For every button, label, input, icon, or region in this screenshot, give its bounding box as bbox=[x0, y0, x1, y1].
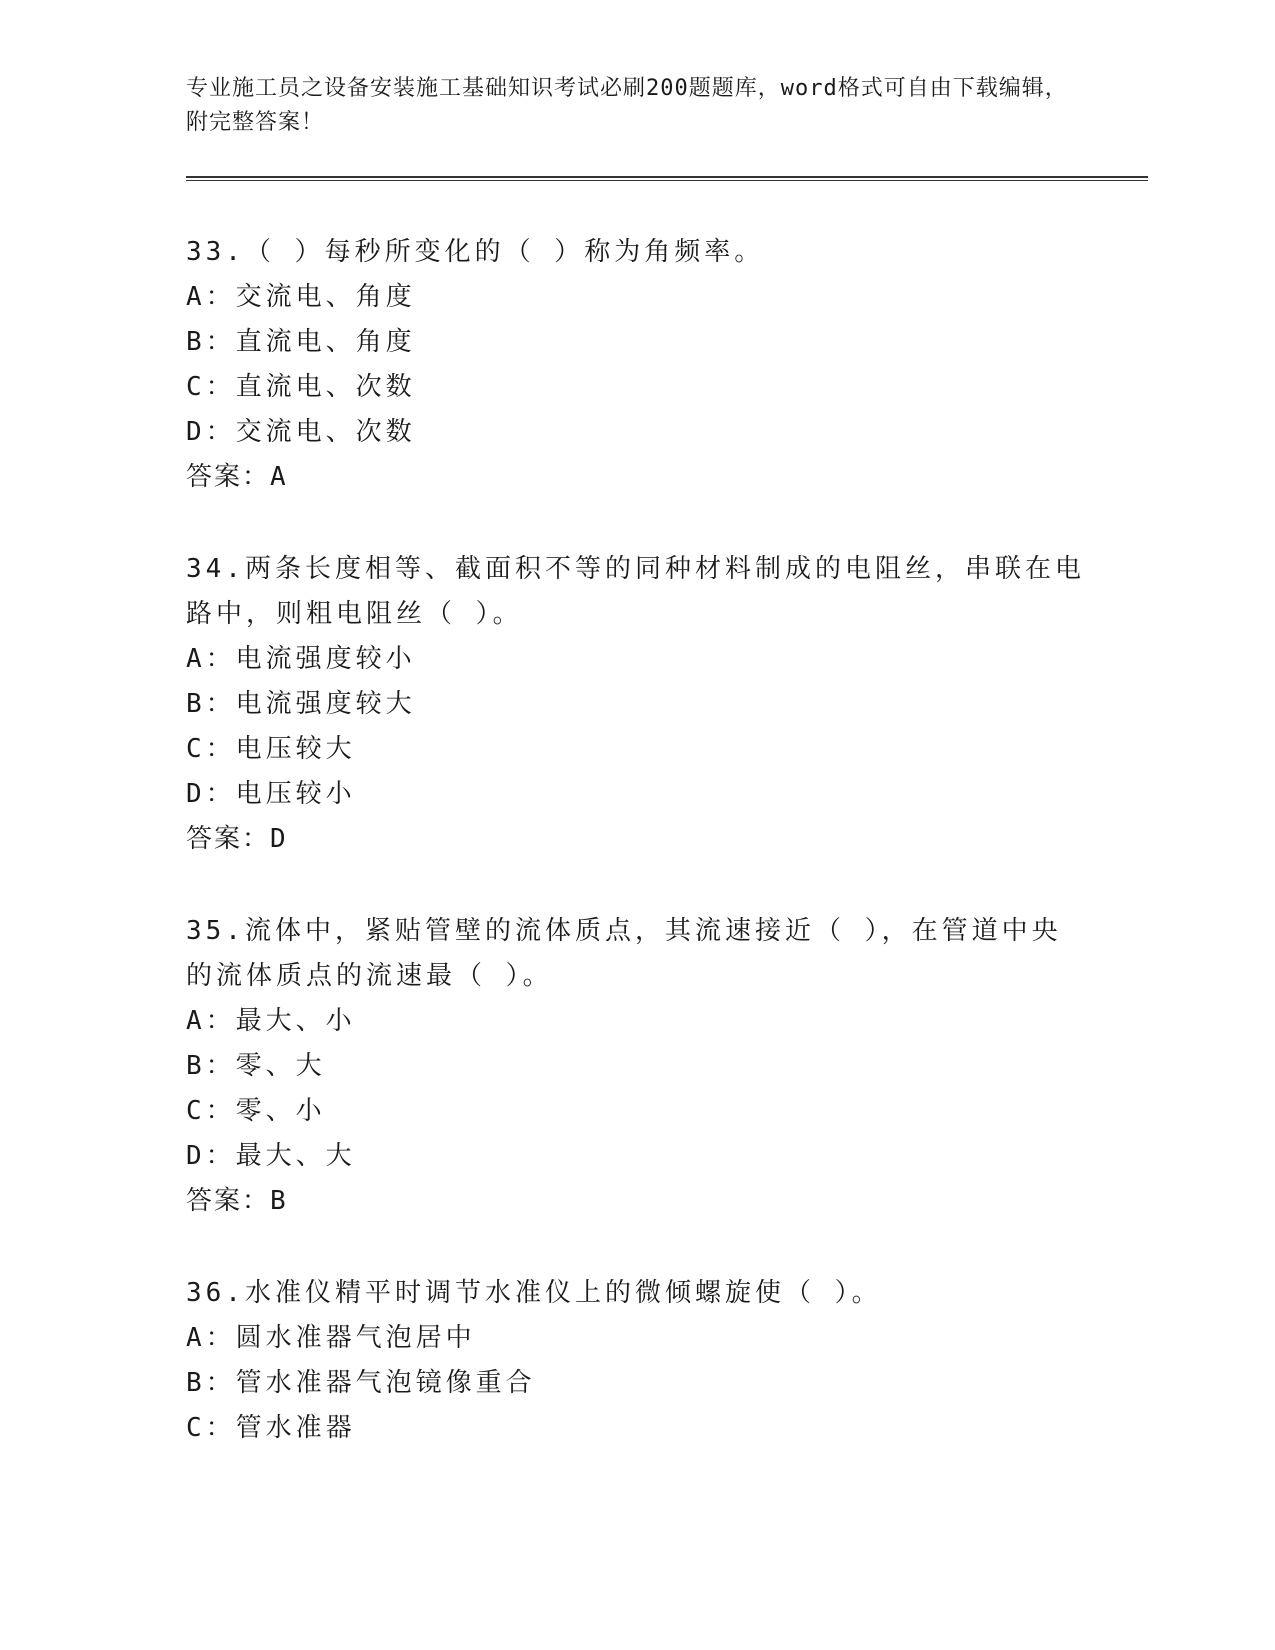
question-stem: 36.水准仪精平时调节水准仪上的微倾螺旋使（ ）。 bbox=[186, 1278, 882, 1308]
header-divider bbox=[186, 176, 1148, 181]
question-35 bbox=[186, 909, 1086, 1224]
option-c: C：零、小 bbox=[186, 1096, 326, 1126]
option-c: C：直流电、次数 bbox=[186, 372, 416, 402]
question-stem: 34.两条长度相等、截面积不等的同种材料制成的电阻丝，串联在电路中，则粗电阻丝（ ）。 bbox=[186, 554, 1085, 629]
option-b: B：零、大 bbox=[186, 1051, 326, 1081]
answer: 答案：B bbox=[186, 1186, 288, 1216]
option-b: B：管水准器气泡镜像重合 bbox=[186, 1368, 536, 1398]
question-33 bbox=[186, 230, 1086, 500]
question-stem: 33.（ ）每秒所变化的（ ）称为角频率。 bbox=[186, 237, 765, 267]
option-a: A：交流电、角度 bbox=[186, 282, 416, 312]
option-d: D：电压较小 bbox=[186, 779, 356, 809]
option-d: D：交流电、次数 bbox=[186, 417, 416, 447]
question-stem: 35.流体中，紧贴管壁的流体质点，其流速接近（ ），在管道中央的流体质点的流速最（ ）。 bbox=[186, 916, 1062, 991]
option-c: C：管水准器 bbox=[186, 1413, 356, 1443]
answer: 答案：D bbox=[186, 824, 288, 854]
option-a: A：圆水准器气泡居中 bbox=[186, 1323, 476, 1353]
option-b: B：直流电、角度 bbox=[186, 327, 416, 357]
option-b: B：电流强度较大 bbox=[186, 689, 416, 719]
document-header: 专业施工员之设备安装施工基础知识考试必刷200题题库，word格式可自由下载编辑，附完整答案！ bbox=[186, 76, 1068, 135]
option-a: A：电流强度较小 bbox=[186, 644, 416, 674]
question-34 bbox=[186, 547, 1086, 862]
option-d: D：最大、大 bbox=[186, 1141, 356, 1171]
question-36 bbox=[186, 1271, 1086, 1451]
answer: 答案：A bbox=[186, 462, 288, 492]
option-c: C：电压较大 bbox=[186, 734, 356, 764]
option-a: A：最大、小 bbox=[186, 1006, 356, 1036]
question-list bbox=[186, 230, 1086, 1498]
